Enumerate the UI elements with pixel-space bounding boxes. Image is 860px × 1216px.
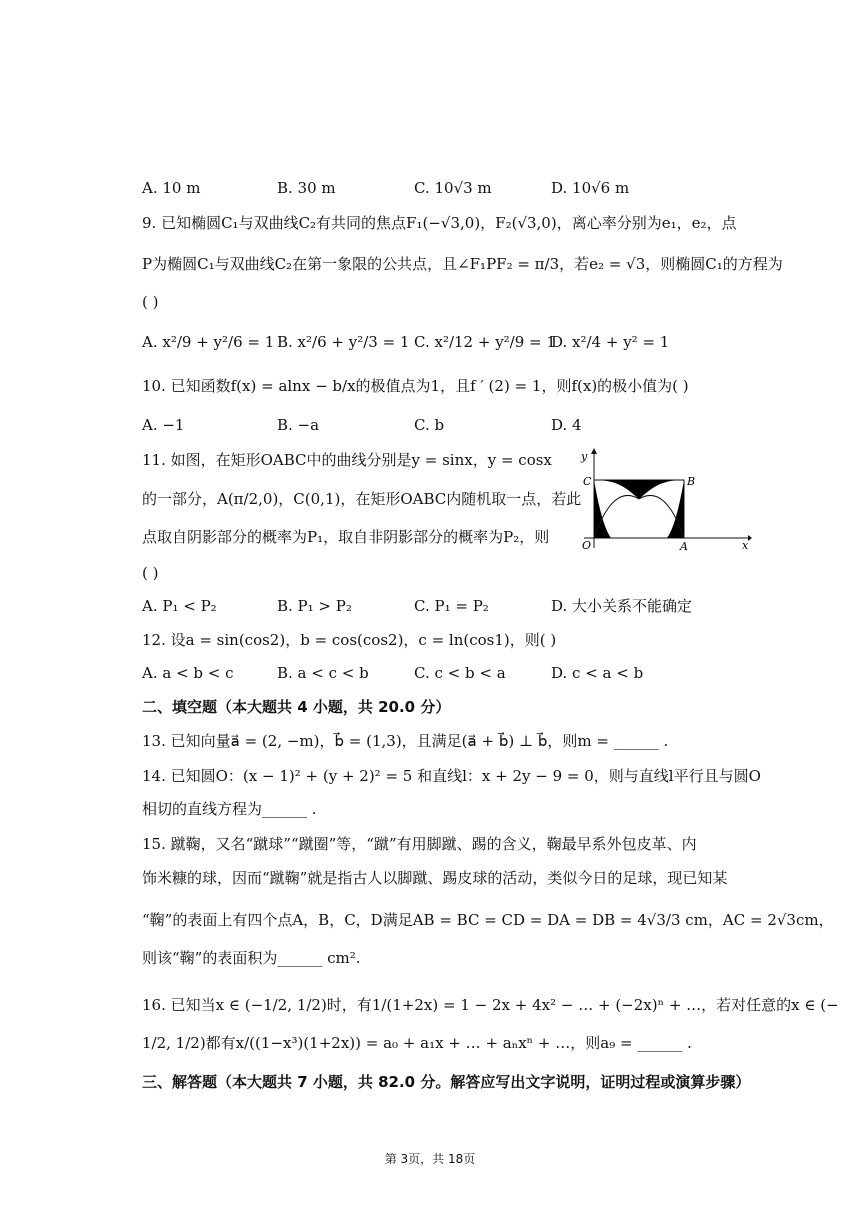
q9-line-1: 9. 已知椭圆C₁与双曲线C₂有共同的焦点F₁(−√3,0)，F₂(√3,0)，离心率分别为e₁，e₂，点 (142, 214, 737, 232)
q14-line-1: 14. 已知圆O：(x − 1)² + (y + 2)² = 5 和直线l：x + 2y − 9 = 0，则与直线l平行且与圆O (142, 767, 761, 785)
q12-option-a: A. a < b < c (142, 664, 234, 682)
q15-line-3: “鞠”的表面上有四个点A，B，C，D满足AB = BC = CD = DA = DB = 4√3/3 cm，AC = 2√3cm， (142, 911, 834, 929)
q11-option-c: C. P₁ = P₂ (414, 597, 489, 615)
q11-figure (566, 448, 752, 552)
q11-option-d: D. 大小关系不能确定 (551, 597, 693, 615)
section-2-heading: 二、填空题（本大题共 4 小题，共 20.0 分） (142, 698, 451, 716)
q16-line-1: 16. 已知当x ∈ (−1/2, 1/2)时，有1/(1+2x) = 1 − 2x + 4x² − … + (−2x)ⁿ + …，若对任意的x ∈ (− (142, 996, 839, 1014)
label-o: O (582, 539, 592, 552)
q10-option-b: B. −a (277, 416, 320, 434)
q10-option-c: C. b (414, 416, 445, 434)
q14-line-2: 相切的直线方程为______ . (142, 800, 317, 818)
q9-line-3: ( ) (142, 293, 159, 311)
shaded-region-right (667, 480, 684, 538)
q15-line-4: 则该“鞠”的表面积为______ cm². (142, 949, 361, 967)
label-y: y (581, 450, 588, 463)
q9-option-a: A. x²/9 + y²/6 = 1 (142, 333, 275, 351)
q9-option-c: C. x²/12 + y²/9 = 1 (414, 333, 556, 351)
q15-line-2: 饰米糠的球，因而“蹴鞠”就是指古人以脚蹴、踢皮球的活动，类似今日的足球，现已知某 (142, 869, 728, 887)
q10-line-1: 10. 已知函数f(x) = alnx − b/x的极值点为1，且f ′ (2) = 1，则f(x)的极小值为( ) (142, 377, 689, 395)
label-c: C (583, 475, 592, 488)
q9-line-2: P为椭圆C₁与双曲线C₂在第一象限的公共点，且∠F₁PF₂ = π/3，若e₂ = √3，则椭圆C₁的方程为 (142, 255, 783, 273)
q16-line-2: 1/2, 1/2)都有x/((1−x³)(1+2x)) = a₀ + a₁x + … + aₙxⁿ + …，则a₉ = ______ . (142, 1034, 692, 1052)
page-footer: 第 3页，共 18页 (384, 1152, 476, 1166)
q9-option-d: D. x²/4 + y² = 1 (551, 333, 670, 351)
q8-option-b: B. 30 m (277, 179, 336, 197)
y-axis-arrow-icon (591, 448, 597, 454)
q9-option-b: B. x²/6 + y²/3 = 1 (277, 333, 410, 351)
q10-option-a: A. −1 (142, 416, 185, 434)
label-b: B (687, 475, 696, 488)
q13-line: 13. 已知向量a⃗ = (2, −m)，b⃗ = (1,3)，且满足(a⃗ + b⃗) ⊥ b⃗，则m = ______ . (142, 732, 669, 750)
label-x: x (742, 539, 749, 552)
q11-option-a: A. P₁ < P₂ (142, 597, 217, 615)
shaded-region-left (594, 480, 611, 538)
q12-option-b: B. a < c < b (277, 664, 369, 682)
q11-option-b: B. P₁ > P₂ (277, 597, 352, 615)
q11-line-4: ( ) (142, 564, 159, 582)
shaded-region-top (594, 480, 684, 499)
x-axis-arrow-icon (748, 535, 752, 541)
q8-option-a: A. 10 m (142, 179, 201, 197)
q15-line-1: 15. 蹴鞠，又名“蹴球”“蹴圈”等，“蹴”有用脚蹴、踢的含义，鞠最早系外包皮革、内 (142, 835, 697, 853)
q12-option-d: D. c < a < b (551, 664, 644, 682)
label-a: A (680, 540, 688, 552)
q8-option-c: C. 10√3 m (414, 179, 492, 197)
q11-line-1: 11. 如图，在矩形OABC中的曲线分别是y = sinx，y = cosx (142, 451, 552, 469)
q10-option-d: D. 4 (551, 416, 582, 434)
q12-line-1: 12. 设a = sin(cos2)，b = cos(cos2)，c = ln(cos1)，则( ) (142, 631, 557, 649)
q12-option-c: C. c < b < a (414, 664, 506, 682)
section-3-heading: 三、解答题（本大题共 7 小题，共 82.0 分。解答应写出文字说明，证明过程或演算步骤） (142, 1073, 751, 1091)
q11-line-2: 的一部分，A(π/2,0)，C(0,1)，在矩形OABC内随机取一点，若此 (142, 490, 582, 508)
q11-line-3: 点取自阴影部分的概率为P₁，取自非阴影部分的概率为P₂，则 (142, 528, 550, 546)
q8-option-d: D. 10√6 m (551, 179, 630, 197)
